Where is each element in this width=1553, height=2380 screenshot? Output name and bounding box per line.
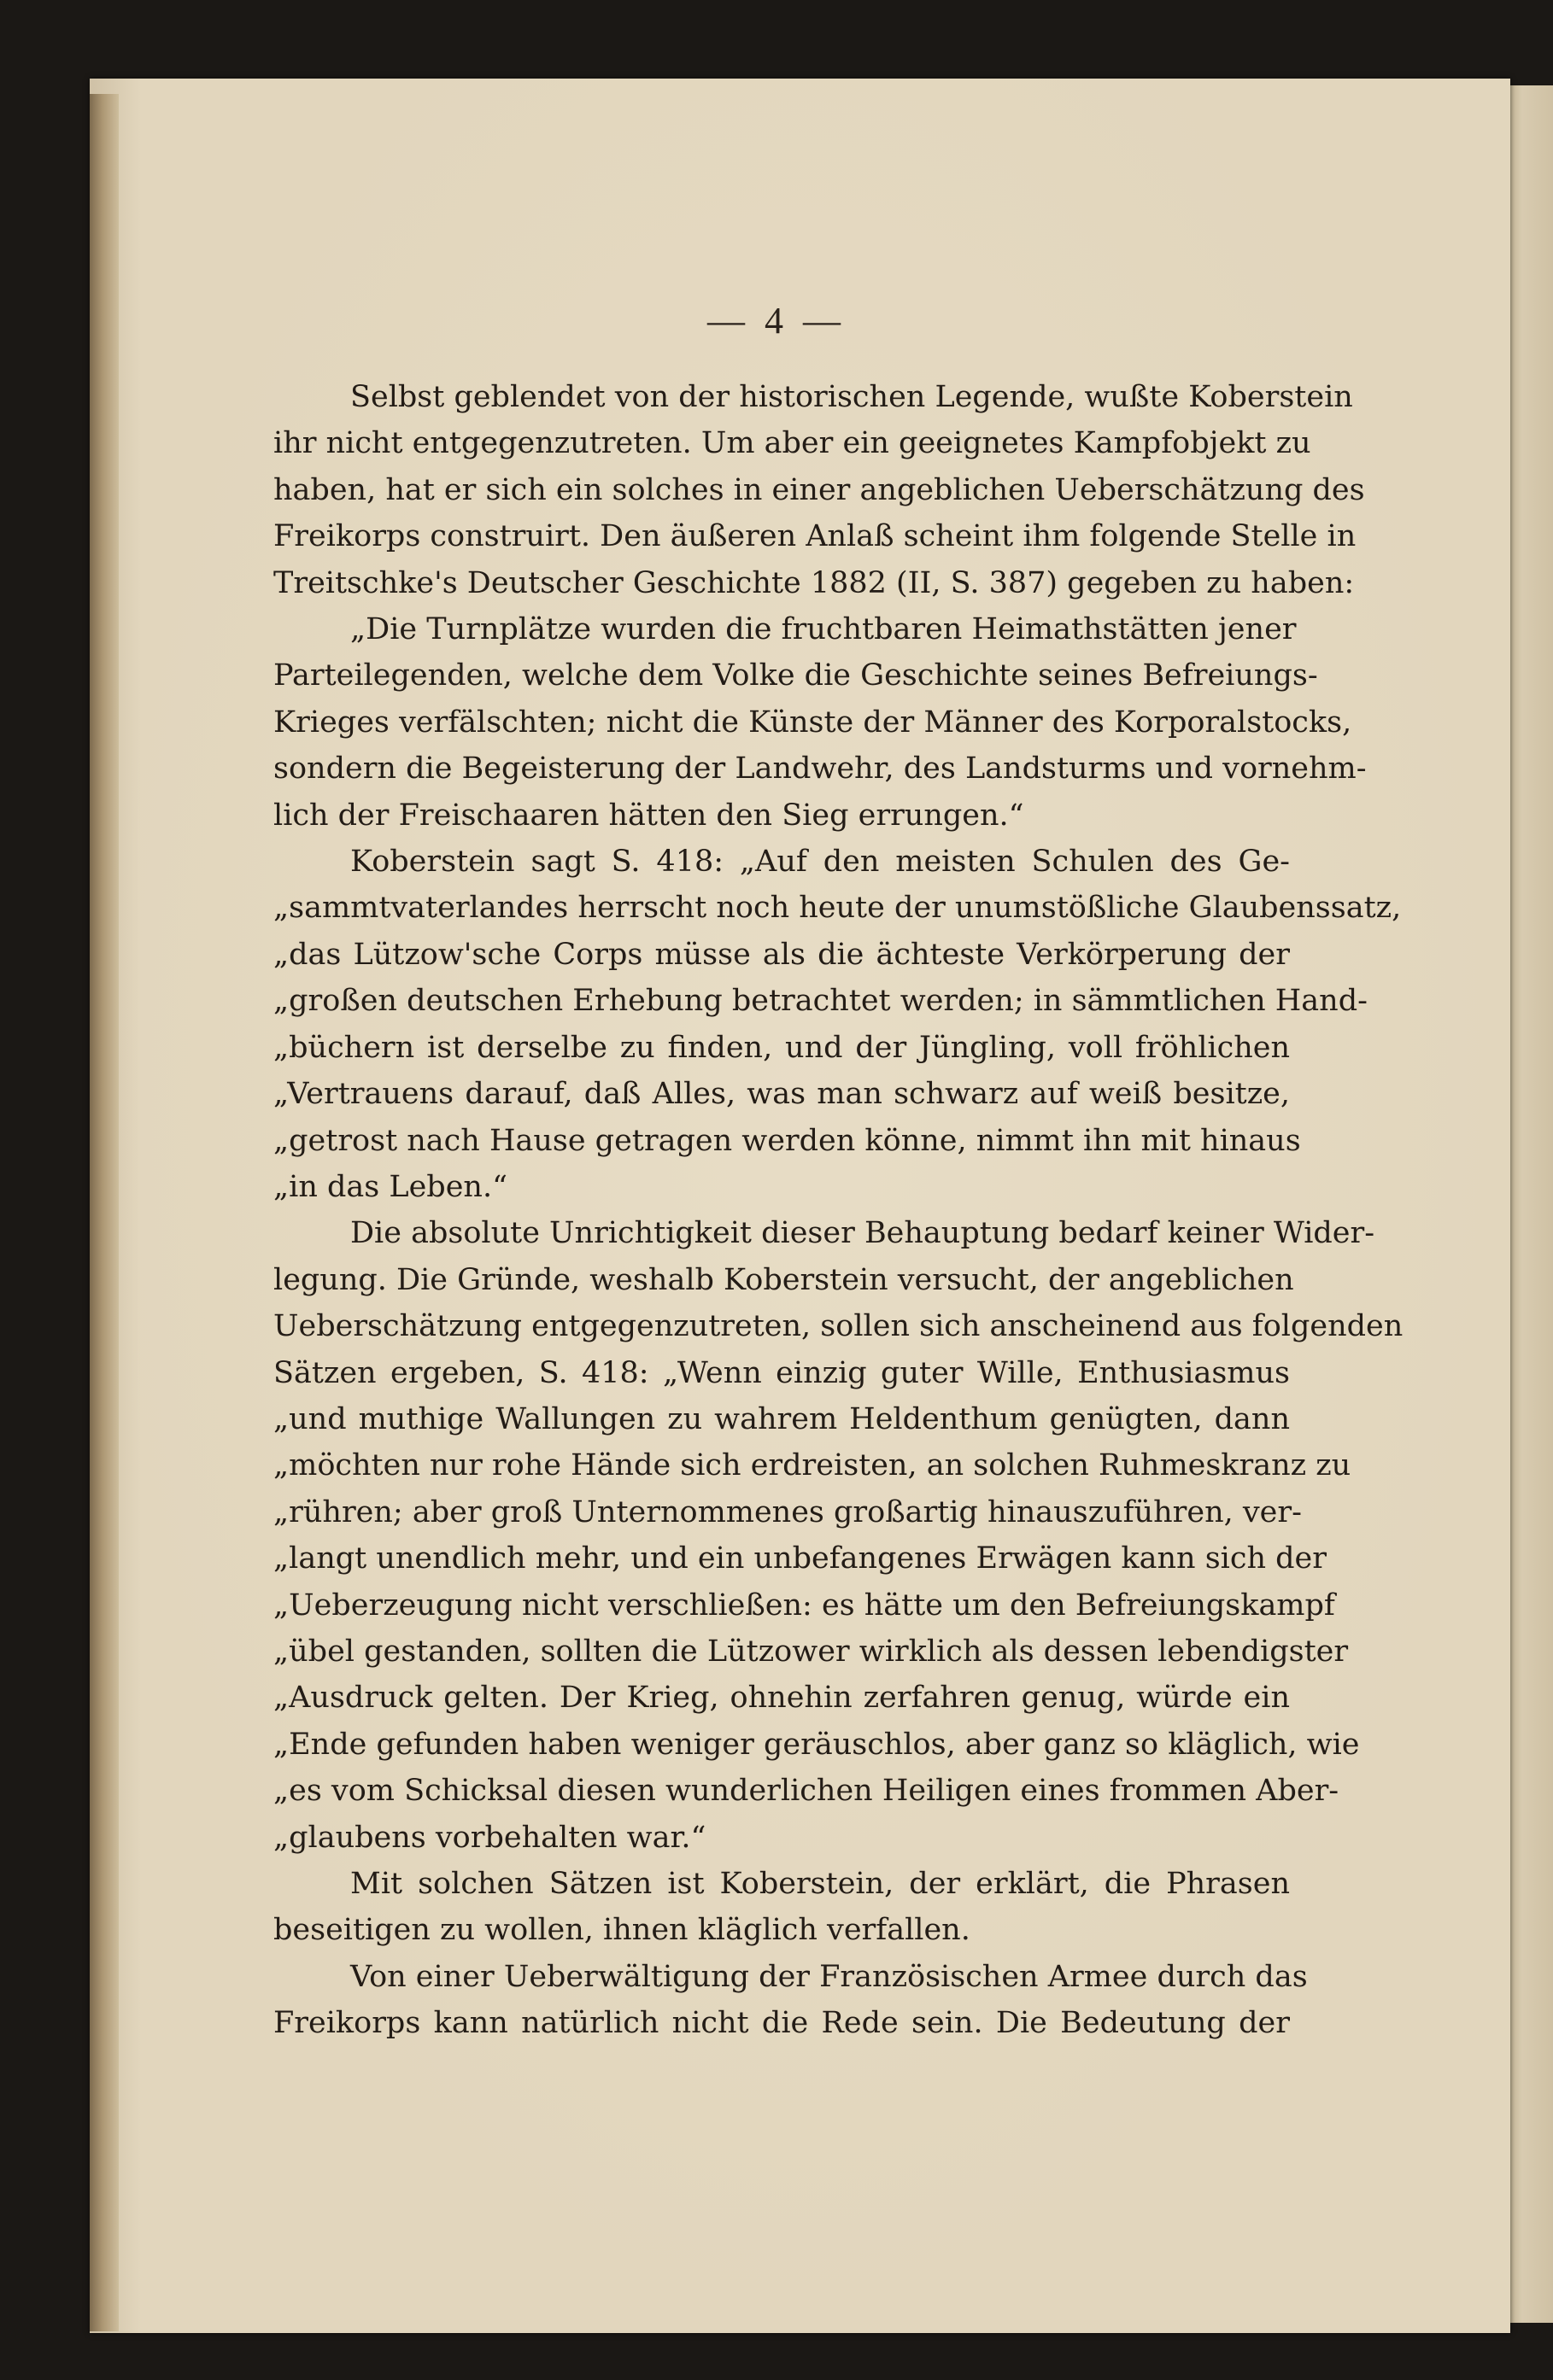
paragraph	[273, 606, 1367, 839]
text-line: „das Lützow'sche Corps müsse als die ächteste Verkörperung der	[273, 937, 1290, 972]
text-line: „rühren; aber groß Unternommenes großartig hinauszuführen, ver-	[273, 1494, 1302, 1529]
paragraph	[273, 1861, 1290, 1954]
paragraph	[273, 1210, 1404, 1861]
text-line: „büchern ist derselbe zu finden, und der Jüngling, voll fröhlichen	[273, 1030, 1290, 1065]
text-line: „großen deutschen Erhebung betrachtet werden; in sämmtlichen Hand-	[273, 984, 1368, 1019]
paragraph	[273, 1954, 1308, 2047]
paragraph	[273, 839, 1402, 1210]
text-line: „Ausdruck gelten. Der Krieg, ohnehin zerfahren genug, würde ein	[273, 1681, 1290, 1716]
text-line: „Die Turnplätze wurden die fruchtbaren Heimathstätten jener	[350, 612, 1297, 647]
text-line: „und muthige Wallungen zu wahrem Heldenthum genügten, dann	[273, 1401, 1290, 1436]
text-line: legung. Die Gründe, weshalb Koberstein versucht, der angeblichen	[273, 1262, 1294, 1297]
text-line: „getrost nach Hause getragen werden könne, nimmt ihn mit hinaus	[273, 1123, 1301, 1158]
text-line: lich der Freischaaren hätten den Sieg errungen.“	[273, 798, 1024, 833]
text-line: Krieges verfälschten; nicht die Künste der Männer des Korporalstocks,	[273, 705, 1352, 740]
text-line: Ueberschätzung entgegenzutreten, sollen sich anscheinend aus folgenden	[273, 1309, 1404, 1344]
body-text	[273, 374, 1404, 2047]
book-spine-shadow	[90, 94, 119, 2331]
text-line: „es vom Schicksal diesen wunderlichen Heiligen eines frommen Aber-	[273, 1774, 1339, 1809]
text-line: Mit solchen Sätzen ist Koberstein, der erklärt, die Phrasen	[350, 1867, 1290, 1901]
text-line: „langt unendlich mehr, und ein unbefangenes Erwägen kann sich der	[273, 1541, 1327, 1576]
text-line: Treitschke's Deutscher Geschichte 1882 (II, S. 387) gegeben zu haben:	[273, 565, 1355, 600]
text-line: „möchten nur rohe Hände sich erdreisten, an solchen Ruhmeskranz zu	[273, 1448, 1351, 1483]
text-line: „Ueberzeugung nicht verschließen: es hätte um den Befreiungskampf	[273, 1588, 1335, 1623]
text-line: sondern die Begeisterung der Landwehr, des Landsturms und vornehm-	[273, 751, 1367, 787]
text-line: Selbst geblendet von der historischen Legende, wußte Koberstein	[350, 380, 1353, 414]
text-line: Koberstein sagt S. 418: „Auf den meisten Schulen des Ge-	[350, 845, 1290, 880]
text-line: „Vertrauens darauf, daß Alles, was man schwarz auf weiß besitze,	[273, 1077, 1290, 1112]
text-line: „sammtvaterlandes herrscht noch heute der unumstößliche Glaubenssatz,	[273, 891, 1402, 926]
text-line: „glaubens vorbehalten war.“	[273, 1820, 706, 1855]
text-line: beseitigen zu wollen, ihnen kläglich verfallen.	[273, 1913, 970, 1948]
text-line: „übel gestanden, sollten die Lützower wirklich als dessen lebendigster	[273, 1634, 1349, 1669]
text-line: „Ende gefunden haben weniger geräuschlos, aber ganz so kläglich, wie	[273, 1727, 1360, 1762]
page-number: — 4 —	[707, 300, 846, 342]
text-line: „in das Leben.“	[273, 1169, 507, 1204]
text-line: Parteilegenden, welche dem Volke die Geschichte seines Befreiungs-	[273, 658, 1318, 693]
text-line: Von einer Ueberwältigung der Französischen Armee durch das	[350, 1959, 1308, 1994]
text-line: haben, hat er sich ein solches in einer angeblichen Ueberschätzung des	[273, 472, 1365, 507]
text-line: ihr nicht entgegenzutreten. Um aber ein geeignetes Kampfobjekt zu	[273, 426, 1311, 461]
text-line: Die absolute Unrichtigkeit dieser Behauptung bedarf keiner Wider-	[350, 1216, 1375, 1251]
paragraph	[273, 374, 1365, 606]
text-line: Freikorps construirt. Den äußeren Anlaß scheint ihm folgende Stelle in	[273, 519, 1357, 554]
text-line: Sätzen ergeben, S. 418: „Wenn einzig guter Wille, Enthusiasmus	[273, 1355, 1290, 1390]
text-line: Freikorps kann natürlich nicht die Rede sein. Die Bedeutung der	[273, 2006, 1290, 2041]
